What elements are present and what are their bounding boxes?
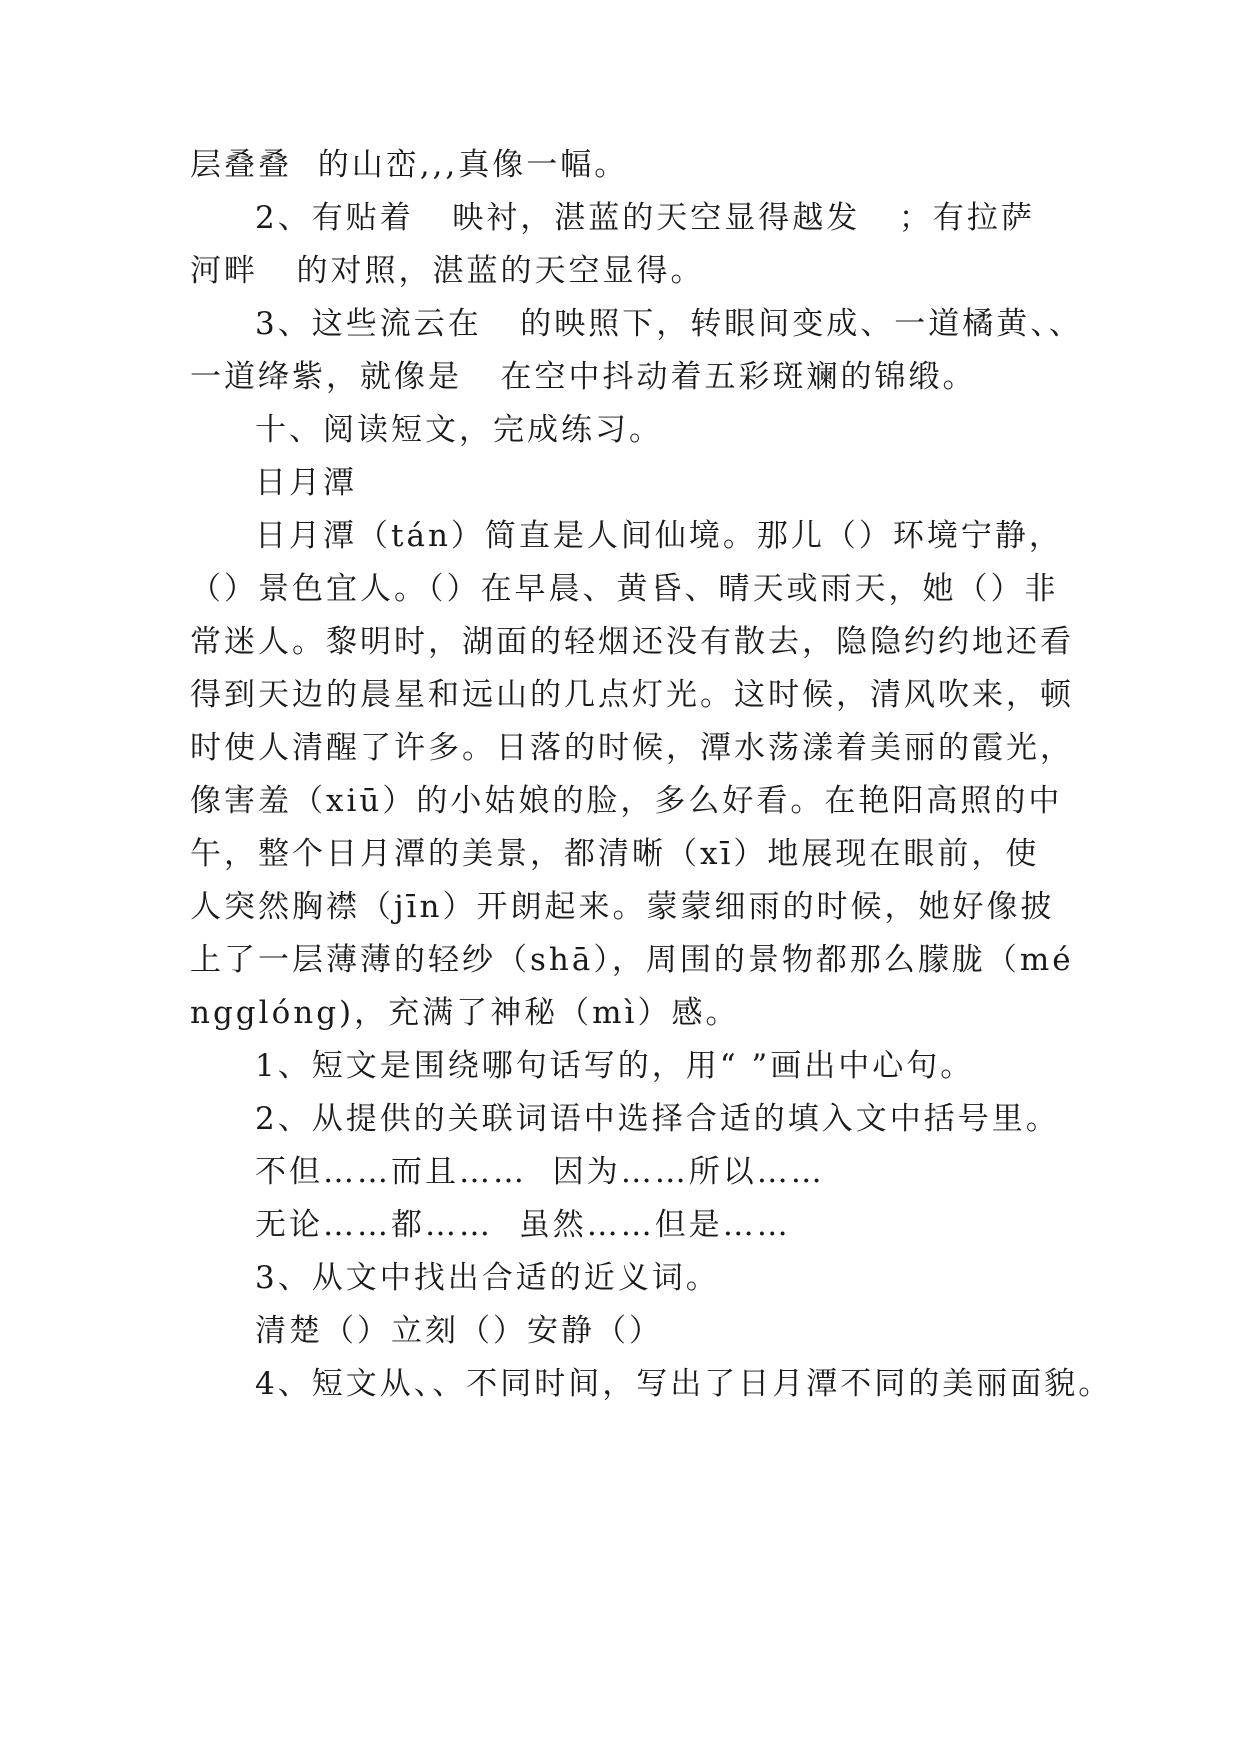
passage-line-10: ngglóng)，充满了神秘（mì）感。 [190, 995, 740, 1031]
passage-line-2: （）景色宜人。（）在早晨、黄昏、晴天或雨天，她（）非 [190, 571, 1059, 607]
question-3-line-1: 3、这些流云在 的映照下，转眼间变成、一道橘黄、、 [255, 306, 1083, 342]
exercise-4: 4、短文从、、不同时间，写出了日月潭不同的美丽面貌。 [255, 1366, 1113, 1402]
passage-line-7: 午，整个日月潭的美景，都清晰（xī）地展现在眼前，使 [190, 836, 1040, 872]
passage-line-6: 像害羞（xiū）的小姑娘的脸，多么好看。在艳阳高照的中 [190, 783, 1063, 819]
passage-title: 日月潭 [255, 465, 357, 501]
passage-line-3: 常迷人。黎明时，湖面的轻烟还没有散去，隐隐约约地还看 [190, 624, 1074, 660]
question-3-line-2: 一道绛紫，就像是 在空中抖动着五彩斑斓的锦缎。 [190, 359, 977, 395]
text-line-1: 层叠叠 的山峦,,,真像一幅。 [190, 147, 629, 183]
question-2-line-2: 河畔 的对照，湛蓝的天空显得。 [190, 253, 705, 289]
question-2-line-1: 2、有贴着 映衬，湛蓝的天空显得越发 ；有拉萨 [255, 200, 1035, 236]
conjunction-options-2: 无论……都…… 虽然……但是…… [255, 1207, 791, 1243]
exercise-2: 2、从提供的关联词语中选择合适的填入文中括号里。 [255, 1101, 1060, 1137]
section-heading: 十、阅读短文，完成练习。 [255, 412, 663, 448]
passage-line-1: 日月潭（tán）简直是人间仙境。那儿（）环境宁静， [255, 518, 1063, 554]
passage-line-4: 得到天边的晨星和远山的几点灯光。这时候，清风吹来，顿 [190, 677, 1074, 713]
passage-line-9: 上了一层薄薄的轻纱（shā），周围的景物都那么朦胧（mé [190, 942, 1074, 978]
exercise-1: 1、短文是围绕哪句话写的，用“ ”画出中心句。 [255, 1048, 975, 1084]
passage-line-5: 时使人清醒了许多。日落的时候，潭水荡漾着美丽的霞光， [190, 730, 1074, 766]
conjunction-options-1: 不但……而且…… 因为……所以…… [255, 1154, 825, 1190]
exercise-3: 3、从文中找出合适的近义词。 [255, 1260, 720, 1296]
passage-line-8: 人突然胸襟（jīn）开朗起来。蒙蒙细雨的时候，她好像披 [190, 889, 1055, 925]
synonym-blanks: 清楚（）立刻（）安静（） [255, 1313, 663, 1349]
